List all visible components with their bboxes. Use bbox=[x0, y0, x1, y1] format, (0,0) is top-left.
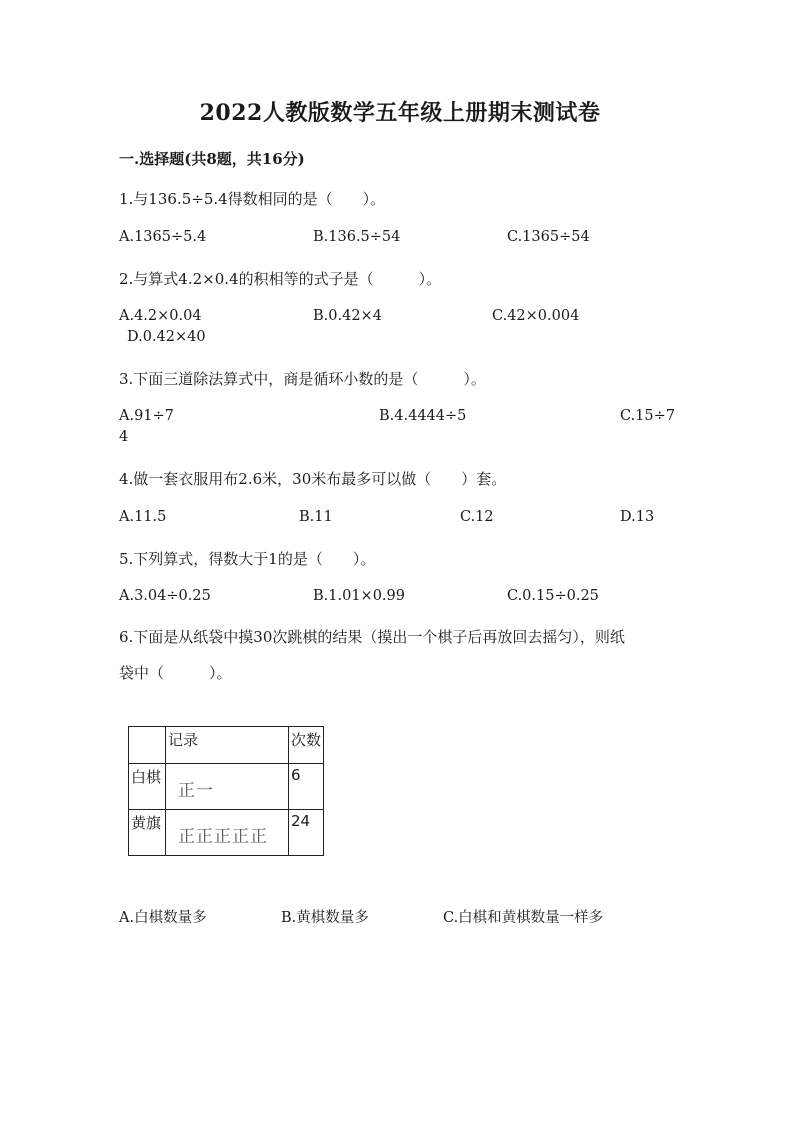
q2-option-b: B.0.42×4 bbox=[313, 308, 382, 324]
tally-table bbox=[128, 726, 324, 856]
q3-option-wrap: 4 bbox=[119, 429, 129, 445]
q2-option-a: A.4.2×0.04 bbox=[119, 308, 202, 324]
q1-option-c: C.1365÷54 bbox=[507, 229, 590, 245]
q4-option-b: B.11 bbox=[299, 509, 333, 525]
question-6-line-2: 袋中（ ）。 bbox=[119, 664, 232, 682]
page-title: 2022人教版数学五年级上册期末测试卷 bbox=[199, 100, 601, 126]
question-6-line-1: 6.下面是从纸袋中摸30次跳棋的结果（摸出一个棋子后再放回去摇匀），则纸 bbox=[119, 628, 625, 646]
tally-header-record: 记录 bbox=[166, 727, 289, 764]
q2-option-c: C.42×0.004 bbox=[492, 308, 580, 324]
tally-record-cell-white bbox=[166, 764, 289, 810]
q1-option-a: A.1365÷5.4 bbox=[119, 229, 207, 245]
tally-header-count: 次数 bbox=[289, 727, 324, 764]
q5-option-c: C.0.15÷0.25 bbox=[507, 588, 599, 604]
question-4: 4.做一套衣服用布2.6米，30米布最多可以做（ ）套。 bbox=[119, 470, 507, 488]
q4-option-a: A.11.5 bbox=[119, 509, 167, 525]
tally-row-yellow bbox=[129, 810, 324, 856]
tally-count-white: 6 bbox=[289, 764, 324, 810]
q3-option-c: C.15÷7 bbox=[620, 408, 676, 424]
question-2: 2.与算式4.2×0.4的积相等的式子是（ ）。 bbox=[119, 270, 442, 288]
tally-header-blank bbox=[129, 727, 166, 764]
tally-header-row bbox=[129, 727, 324, 764]
q4-option-c: C.12 bbox=[460, 509, 494, 525]
question-1: 1.与136.5÷5.4得数相同的是（ ）。 bbox=[119, 190, 386, 208]
q6-option-c: C.白棋和黄棋数量一样多 bbox=[443, 910, 604, 926]
tally-record-cell-yellow bbox=[166, 810, 289, 856]
q1-option-b: B.136.5÷54 bbox=[313, 229, 401, 245]
tally-row-white bbox=[129, 764, 324, 810]
q6-option-b: B.黄棋数量多 bbox=[281, 910, 369, 926]
section-heading: 一.选择题(共8题，共16分) bbox=[119, 150, 305, 168]
question-5: 5.下列算式，得数大于1的是（ ）。 bbox=[119, 550, 376, 568]
q6-option-a: A.白棋数量多 bbox=[119, 910, 207, 926]
q5-option-a: A.3.04÷0.25 bbox=[119, 588, 211, 604]
tally-count-yellow: 24 bbox=[289, 810, 324, 856]
question-3: 3.下面三道除法算式中，商是循环小数的是（ ）。 bbox=[119, 370, 486, 388]
q4-option-d: D.13 bbox=[620, 509, 655, 525]
tally-label-white: 白棋 bbox=[129, 764, 166, 810]
tally-marks-yellow: 正正正正正 bbox=[178, 827, 268, 847]
q3-option-b: B.4.4444÷5 bbox=[379, 408, 467, 424]
tally-marks-white: 正一 bbox=[178, 781, 214, 801]
q2-option-d: D.0.42×40 bbox=[127, 329, 206, 345]
q5-option-b: B.1.01×0.99 bbox=[313, 588, 405, 604]
q3-option-a: A.91÷7 bbox=[119, 408, 174, 424]
tally-label-yellow: 黄旗 bbox=[129, 810, 166, 856]
